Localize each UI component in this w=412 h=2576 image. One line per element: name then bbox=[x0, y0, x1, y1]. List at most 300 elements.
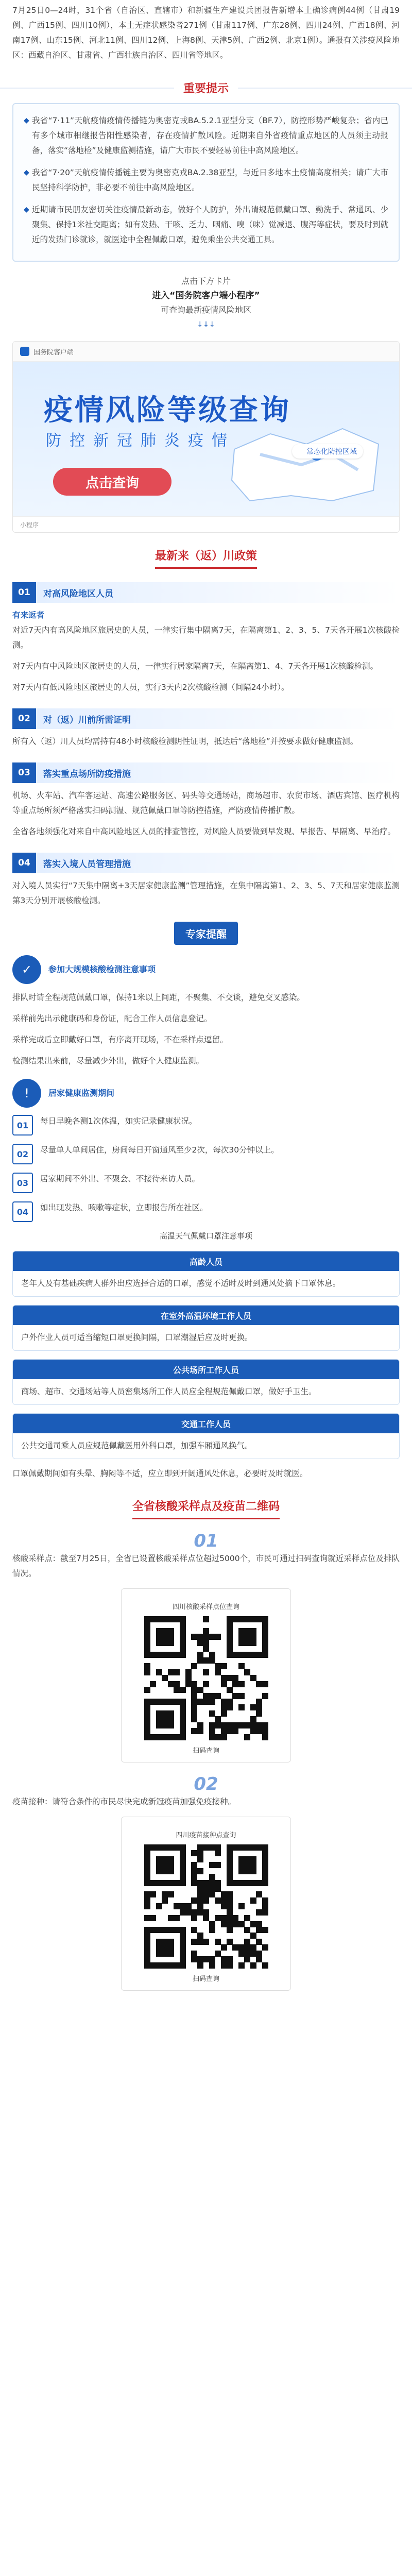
qr-step-number: 02 bbox=[194, 1774, 218, 1794]
qr-label: 扫码查询 bbox=[192, 1975, 219, 1983]
qr-module bbox=[221, 1891, 227, 1897]
qr-module bbox=[180, 1622, 186, 1628]
bullet-icon: ◆ bbox=[24, 116, 29, 125]
qr-module bbox=[209, 1734, 215, 1740]
qr-module bbox=[232, 1915, 238, 1921]
cta-line: 可查询最新疫情风险地区 bbox=[160, 305, 251, 315]
qr-module bbox=[227, 1640, 233, 1646]
qr-module bbox=[144, 1868, 150, 1874]
qr-module bbox=[244, 1956, 250, 1962]
qr-module bbox=[144, 1622, 150, 1628]
qr-module bbox=[215, 1862, 221, 1868]
qr-module bbox=[180, 1874, 186, 1880]
qr-module bbox=[256, 1956, 262, 1962]
qr-module bbox=[191, 1728, 197, 1734]
risk-area-label: 常态化防控区域 bbox=[292, 444, 363, 459]
category-label: 落实重点场所防疫措施 bbox=[36, 762, 400, 783]
qr-module bbox=[250, 1722, 256, 1728]
audience-group bbox=[12, 1305, 400, 1351]
qr-step-number: 01 bbox=[194, 1531, 218, 1551]
category-body bbox=[0, 788, 412, 839]
qr-module bbox=[168, 1927, 174, 1933]
qr-module bbox=[215, 1634, 221, 1640]
step-badge: 01 bbox=[12, 1115, 33, 1136]
qr-module bbox=[209, 1722, 215, 1728]
qr-module bbox=[227, 1622, 233, 1628]
qr-module bbox=[209, 1657, 215, 1664]
step-badge: 02 bbox=[12, 1144, 33, 1164]
qr-module bbox=[227, 1728, 233, 1734]
category-bar bbox=[12, 708, 400, 729]
qr-module bbox=[191, 1927, 197, 1933]
qr-module bbox=[144, 1962, 150, 1969]
qr-module bbox=[256, 1704, 262, 1710]
qr-module bbox=[227, 1868, 233, 1874]
qr-module bbox=[227, 1704, 233, 1710]
qr-module bbox=[244, 1951, 250, 1957]
qr-module bbox=[244, 1669, 250, 1675]
qr-module bbox=[227, 1856, 233, 1862]
qr-module bbox=[180, 1903, 186, 1909]
mini-program-header bbox=[13, 342, 399, 362]
qr-module bbox=[185, 1681, 192, 1687]
qr-module bbox=[262, 1962, 268, 1969]
qr-module bbox=[197, 1891, 203, 1897]
qr-module bbox=[262, 1628, 268, 1634]
step-text: 如出现发热、咳嗽等症状，立即报告所在社区。 bbox=[40, 1203, 208, 1212]
qr-module bbox=[180, 1616, 186, 1622]
qr-module bbox=[227, 1874, 233, 1880]
qr-module bbox=[162, 1716, 168, 1722]
qr-module bbox=[250, 1921, 256, 1927]
qr-module bbox=[215, 1850, 221, 1856]
qr-module bbox=[244, 1856, 250, 1862]
qr-module bbox=[209, 1693, 215, 1699]
qr-module bbox=[144, 1891, 150, 1897]
qr-module bbox=[221, 1728, 227, 1734]
advice-block-header bbox=[12, 955, 400, 984]
qr-module bbox=[162, 1640, 168, 1646]
qr-label: 扫码查询 bbox=[192, 1747, 219, 1755]
qr-module bbox=[238, 1903, 245, 1909]
qr-module bbox=[180, 1704, 186, 1710]
qr-module bbox=[256, 1951, 262, 1957]
qr-module bbox=[180, 1716, 186, 1722]
qr-module bbox=[203, 1657, 209, 1664]
qr-module bbox=[227, 1722, 233, 1728]
qr-module bbox=[256, 1699, 262, 1705]
qr-module bbox=[156, 1652, 162, 1658]
qr-module bbox=[156, 1903, 162, 1909]
qr-module bbox=[227, 1634, 233, 1640]
qr-module bbox=[156, 1734, 162, 1740]
qr-step-text: 疫苗接种：请符合条件的市民尽快完成新冠疫苗加强免疫接种。 bbox=[12, 1797, 236, 1806]
query-button[interactable]: 点击查询 bbox=[53, 468, 171, 496]
qr-module bbox=[256, 1880, 262, 1886]
qr-module bbox=[162, 1699, 168, 1705]
qr-module bbox=[174, 1687, 180, 1693]
qr-module bbox=[203, 1886, 209, 1892]
qr-module bbox=[215, 1951, 221, 1957]
qr-module bbox=[156, 1699, 162, 1705]
policy-paragraph: 对入境人员实行“7天集中隔离+3天居家健康监测”管理措施，在集中隔离第1、2、3、5、7天和居家健康监测第3天分别开展核酸检测。 bbox=[12, 881, 400, 905]
qr-module bbox=[238, 1880, 245, 1886]
mini-program-footer: 小程序 bbox=[13, 516, 399, 532]
qr-module bbox=[209, 1862, 215, 1868]
qr-module bbox=[262, 1909, 268, 1916]
cta-line: 点击下方卡片 bbox=[181, 276, 231, 286]
qr-module bbox=[185, 1675, 192, 1681]
qr-section-title bbox=[0, 1498, 412, 1519]
qr-module bbox=[180, 1710, 186, 1717]
tip-header bbox=[0, 72, 412, 103]
advice-steps bbox=[0, 1114, 412, 1222]
audience-group-title: 公共场所工作人员 bbox=[13, 1360, 399, 1379]
qr-module bbox=[144, 1915, 150, 1921]
qr-module bbox=[227, 1921, 233, 1927]
qr-module bbox=[227, 1844, 233, 1851]
category-subheading bbox=[12, 608, 400, 623]
qr-module bbox=[150, 1844, 156, 1851]
mini-program-banner[interactable] bbox=[13, 362, 399, 516]
qr-module bbox=[174, 1681, 180, 1687]
qr-module bbox=[197, 1868, 203, 1874]
qr-code-icon[interactable] bbox=[144, 1844, 268, 1968]
qr-module bbox=[191, 1710, 197, 1717]
policy-title-text: 最新来（返）川政策 bbox=[155, 547, 257, 569]
qr-module bbox=[144, 1734, 150, 1740]
qr-module bbox=[262, 1622, 268, 1628]
qr-module bbox=[144, 1628, 150, 1634]
qr-module bbox=[250, 1844, 256, 1851]
qr-module bbox=[156, 1616, 162, 1622]
qr-module bbox=[144, 1897, 150, 1904]
qr-module bbox=[232, 1681, 238, 1687]
qr-module bbox=[256, 1722, 262, 1728]
qr-module bbox=[244, 1944, 250, 1951]
qr-module bbox=[250, 1944, 256, 1951]
qr-module bbox=[191, 1909, 197, 1916]
qr-module bbox=[209, 1891, 215, 1897]
mask-advice-title: 高温天气佩戴口罩注意事项 bbox=[159, 1231, 252, 1241]
audience-group-text: 老年人及有基础疾病人群外出应选择合适的口罩，感觉不适时及时到通风处摘下口罩休息。 bbox=[21, 1279, 341, 1288]
qr-module bbox=[168, 1862, 174, 1868]
step-item bbox=[12, 1114, 400, 1136]
qr-module bbox=[168, 1722, 174, 1728]
advice-note-wrap bbox=[0, 1466, 412, 1481]
audience-group bbox=[12, 1251, 400, 1297]
qr-module bbox=[191, 1699, 197, 1705]
qr-module bbox=[256, 1652, 262, 1658]
qr-module bbox=[168, 1699, 174, 1705]
category-body bbox=[0, 878, 412, 908]
qr-module bbox=[144, 1646, 150, 1652]
qr-module bbox=[162, 1844, 168, 1851]
qr-card[interactable] bbox=[121, 1588, 291, 1762]
category-body bbox=[0, 623, 412, 695]
qr-module bbox=[168, 1634, 174, 1640]
qr-module bbox=[197, 1640, 203, 1646]
cta-text bbox=[0, 274, 412, 332]
qr-module bbox=[197, 1856, 203, 1862]
qr-module bbox=[162, 1927, 168, 1933]
qr-module bbox=[244, 1734, 250, 1740]
qr-module bbox=[227, 1897, 233, 1904]
qr-module bbox=[191, 1634, 197, 1640]
qr-module bbox=[262, 1646, 268, 1652]
qr-module bbox=[168, 1628, 174, 1634]
qr-module bbox=[168, 1880, 174, 1886]
qr-module bbox=[162, 1951, 168, 1957]
qr-module bbox=[180, 1844, 186, 1851]
qr-step-body bbox=[0, 1551, 412, 1581]
qr-module bbox=[209, 1652, 215, 1658]
qr-module bbox=[209, 1956, 215, 1962]
category-label: 对（返）川前所需证明 bbox=[36, 708, 400, 729]
cta-line: 进入“国务院客户端小程序” bbox=[152, 291, 260, 301]
qr-module bbox=[238, 1868, 245, 1874]
qr-module bbox=[250, 1628, 256, 1634]
qr-module bbox=[174, 1903, 180, 1909]
qr-module bbox=[221, 1962, 227, 1969]
qr-module bbox=[191, 1663, 197, 1669]
qr-module bbox=[168, 1939, 174, 1945]
qr-module bbox=[174, 1844, 180, 1851]
qr-module bbox=[238, 1652, 245, 1658]
qr-module bbox=[244, 1915, 250, 1921]
qr-module bbox=[244, 1868, 250, 1874]
qr-module bbox=[250, 1640, 256, 1646]
qr-module bbox=[203, 1699, 209, 1705]
qr-module bbox=[144, 1903, 150, 1909]
qr-module bbox=[144, 1927, 150, 1933]
qr-module bbox=[262, 1944, 268, 1951]
audience-group-text: 户外作业人员可适当缩短口罩更换间隔，口罩潮湿后应及时更换。 bbox=[21, 1333, 253, 1342]
qr-section-title-text: 全省核酸采样点及疫苗二维码 bbox=[132, 1498, 280, 1519]
advice-step: 采样完成后立即戴好口罩，有序离开现场，不在采样点逗留。 bbox=[12, 1035, 228, 1044]
qr-module bbox=[180, 1868, 186, 1874]
qr-module bbox=[168, 1951, 174, 1957]
qr-module bbox=[250, 1933, 256, 1939]
qr-module bbox=[197, 1880, 203, 1886]
qr-module bbox=[238, 1634, 245, 1640]
qr-module bbox=[144, 1880, 150, 1886]
qr-module bbox=[168, 1616, 174, 1622]
qr-module bbox=[250, 1675, 256, 1681]
qr-module bbox=[168, 1856, 174, 1862]
qr-module bbox=[227, 1687, 233, 1693]
qr-module bbox=[156, 1927, 162, 1933]
mini-program-card[interactable] bbox=[12, 341, 400, 533]
qr-module bbox=[156, 1669, 162, 1675]
qr-card[interactable] bbox=[121, 1817, 291, 1991]
qr-module bbox=[262, 1728, 268, 1734]
advice-header bbox=[0, 922, 412, 945]
qr-module bbox=[203, 1915, 209, 1921]
qr-module bbox=[180, 1634, 186, 1640]
qr-module bbox=[156, 1856, 162, 1862]
qr-module bbox=[250, 1862, 256, 1868]
category-bar bbox=[12, 762, 400, 783]
qr-module bbox=[174, 1616, 180, 1622]
qr-module bbox=[191, 1704, 197, 1710]
audience-group-title: 在室外高温环境工作人员 bbox=[13, 1306, 399, 1325]
qr-module bbox=[197, 1634, 203, 1640]
qr-module bbox=[221, 1663, 227, 1669]
policy-paragraph: 全省各地须强化对来自中高风险地区人员的排查管控，对风险人员要做到早发现、早报告、早隔离、早治疗。 bbox=[12, 827, 396, 836]
qr-module bbox=[162, 1856, 168, 1862]
qr-module bbox=[262, 1856, 268, 1862]
policy-paragraph: 对7天内有中风险地区旅居史的人员，一律实行居家隔离7天，在隔离第1、4、7天各开展1次核酸检测。 bbox=[12, 662, 379, 671]
advice-step: 检测结果出来前，尽量减少外出，做好个人健康监测。 bbox=[12, 1056, 204, 1065]
qr-module bbox=[197, 1956, 203, 1962]
qr-module bbox=[221, 1699, 227, 1705]
qr-module bbox=[262, 1862, 268, 1868]
qr-module bbox=[203, 1891, 209, 1897]
qr-module bbox=[156, 1710, 162, 1717]
qr-module bbox=[227, 1675, 233, 1681]
qr-module bbox=[238, 1951, 245, 1957]
qr-module bbox=[262, 1874, 268, 1880]
qr-module bbox=[203, 1897, 209, 1904]
qr-module bbox=[244, 1862, 250, 1868]
qr-module bbox=[209, 1710, 215, 1717]
advice-block-header bbox=[12, 1079, 400, 1108]
qr-module bbox=[191, 1850, 197, 1856]
qr-module bbox=[191, 1880, 197, 1886]
qr-module bbox=[144, 1710, 150, 1717]
qr-module bbox=[144, 1874, 150, 1880]
qr-code-icon[interactable] bbox=[144, 1616, 268, 1740]
qr-module bbox=[168, 1962, 174, 1969]
qr-module bbox=[256, 1844, 262, 1851]
qr-module bbox=[162, 1962, 168, 1969]
qr-module bbox=[232, 1722, 238, 1728]
policy-paragraph: 机场、火车站、汽车客运站、高速公路服务区、码头等交通场站，商场超市、农贸市场、酒店宾馆、医疗机构等重点场所须严格落实扫码测温、规范佩戴口罩等防控措施，严防疫情传播扩散。 bbox=[12, 791, 400, 815]
qr-module bbox=[180, 1640, 186, 1646]
qr-module bbox=[150, 1652, 156, 1658]
qr-module bbox=[244, 1616, 250, 1622]
qr-module bbox=[203, 1844, 209, 1851]
qr-module bbox=[262, 1652, 268, 1658]
qr-module bbox=[168, 1915, 174, 1921]
qr-module bbox=[180, 1956, 186, 1962]
qr-module bbox=[162, 1891, 168, 1897]
qr-module bbox=[209, 1634, 215, 1640]
qr-module bbox=[256, 1927, 262, 1933]
qr-module bbox=[215, 1880, 221, 1886]
qr-module bbox=[215, 1734, 221, 1740]
qr-module bbox=[180, 1734, 186, 1740]
qr-module bbox=[191, 1716, 197, 1722]
qr-module bbox=[227, 1880, 233, 1886]
qr-module bbox=[262, 1616, 268, 1622]
audience-group-text: 商场、超市、交通场站等人员密集场所工作人员应全程规范佩戴口罩，做好手卫生。 bbox=[21, 1387, 317, 1396]
qr-module bbox=[156, 1716, 162, 1722]
qr-module bbox=[227, 1652, 233, 1658]
qr-module bbox=[209, 1886, 215, 1892]
qr-module bbox=[180, 1962, 186, 1969]
qr-module bbox=[215, 1897, 221, 1904]
qr-module bbox=[262, 1734, 268, 1740]
qr-module bbox=[232, 1616, 238, 1622]
qr-module bbox=[262, 1844, 268, 1851]
qr-step-text: 核酸采样点：截至7月25日，全省已设置核酸采样点位超过5000个，市民可通过扫码查询就近采样点位及排队情况。 bbox=[12, 1554, 400, 1578]
qr-module bbox=[191, 1915, 197, 1921]
qr-module bbox=[221, 1734, 227, 1740]
qr-module bbox=[209, 1874, 215, 1880]
qr-module bbox=[262, 1880, 268, 1886]
qr-module bbox=[262, 1850, 268, 1856]
qr-module bbox=[238, 1693, 245, 1699]
tip-title: 重要提示 bbox=[174, 80, 238, 96]
qr-module bbox=[227, 1956, 233, 1962]
qr-module bbox=[227, 1628, 233, 1634]
qr-module bbox=[197, 1886, 203, 1892]
qr-module bbox=[250, 1962, 256, 1969]
qr-module bbox=[168, 1681, 174, 1687]
qr-module bbox=[180, 1850, 186, 1856]
qr-module bbox=[203, 1939, 209, 1945]
qr-module bbox=[162, 1652, 168, 1658]
qr-module bbox=[227, 1939, 233, 1945]
tip-text: 我省“7·20”天航疫情传播链主要为奥密克戎BA.2.38亚型，与近日多地本土疫情高度相关；请广大市民坚持科学防护，非必要不前往中高风险地区。 bbox=[32, 168, 388, 192]
qr-module bbox=[250, 1728, 256, 1734]
qr-module bbox=[209, 1962, 215, 1969]
qr-module bbox=[262, 1634, 268, 1640]
qr-module bbox=[191, 1874, 197, 1880]
audience-group-text: 公共交通司乘人员应规范佩戴医用外科口罩，加强车厢通风换气。 bbox=[21, 1441, 253, 1450]
qr-module bbox=[180, 1933, 186, 1939]
advice-block-title: 居家健康监测期间 bbox=[48, 1088, 115, 1098]
qr-module bbox=[232, 1652, 238, 1658]
step-item bbox=[12, 1143, 400, 1164]
qr-module bbox=[203, 1640, 209, 1646]
qr-module bbox=[250, 1716, 256, 1722]
qr-module bbox=[180, 1939, 186, 1945]
qr-module bbox=[144, 1652, 150, 1658]
qr-module bbox=[185, 1903, 192, 1909]
qr-module bbox=[209, 1699, 215, 1705]
qr-module bbox=[150, 1915, 156, 1921]
qr-module bbox=[180, 1909, 186, 1916]
qr-module bbox=[250, 1951, 256, 1957]
qr-module bbox=[215, 1669, 221, 1675]
qr-module bbox=[156, 1962, 162, 1969]
qr-module bbox=[215, 1716, 221, 1722]
qr-module bbox=[238, 1681, 245, 1687]
qr-caption: 四川核酸采样点位查询 bbox=[172, 1603, 239, 1611]
qr-module bbox=[162, 1616, 168, 1622]
qr-module bbox=[238, 1616, 245, 1622]
intro-section bbox=[0, 0, 412, 63]
qr-module bbox=[227, 1699, 233, 1705]
qr-module bbox=[185, 1909, 192, 1916]
arrow-down-icon: ↓↓↓ bbox=[197, 320, 215, 329]
qr-module bbox=[232, 1921, 238, 1927]
qr-module bbox=[162, 1880, 168, 1886]
qr-module bbox=[203, 1634, 209, 1640]
qr-module bbox=[256, 1616, 262, 1622]
qr-module bbox=[144, 1640, 150, 1646]
qr-module bbox=[180, 1652, 186, 1658]
qr-module bbox=[238, 1704, 245, 1710]
policy-paragraph: 对近7天内有高风险地区旅居史的人员，一律实行集中隔离7天，在隔离第1、2、3、5、7天各开展1次核酸检测。 bbox=[12, 625, 400, 650]
advice-step: 采样前先出示健康码和身份证，配合工作人员信息登记。 bbox=[12, 1014, 212, 1023]
category-label: 落实入境人员管理措施 bbox=[36, 853, 400, 873]
qr-module bbox=[227, 1903, 233, 1909]
qr-module bbox=[203, 1646, 209, 1652]
